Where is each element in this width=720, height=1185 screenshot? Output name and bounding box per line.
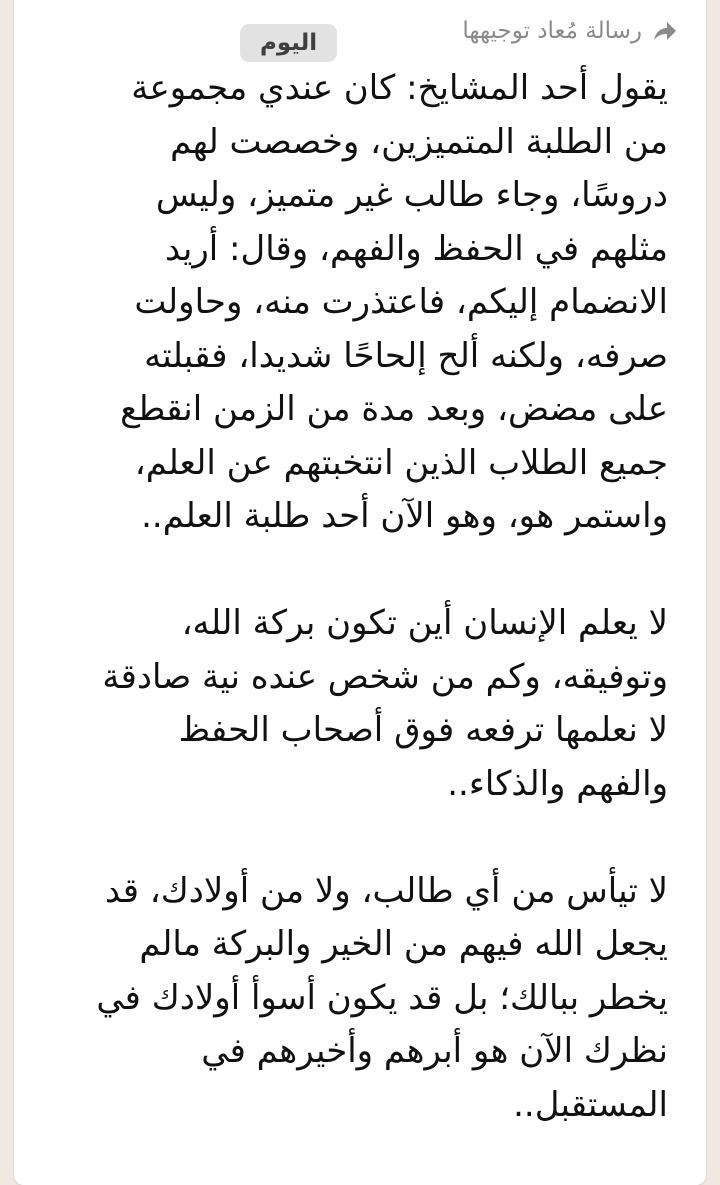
text-line: صرفه، ولكنه ألح إلحاحًا شديدا، فقبلته [144, 335, 668, 376]
text-line: والفهم والذكاء.. [447, 763, 668, 804]
paragraph-2 [28, 597, 668, 811]
forwarded-indicator [462, 18, 678, 44]
text-line: لا تيأس من أي طالب، ولا من أولادك، قد [104, 870, 668, 911]
text-line: جميع الطلاب الذين انتخبتهم عن العلم، [134, 442, 668, 483]
text-line: على مضض، وبعد مدة من الزمن انقطع [120, 389, 668, 429]
paragraph-1 [28, 62, 668, 544]
text-line: لا نعلمها ترفعه فوق أصحاب الحفظ [178, 710, 668, 750]
text-line: المستقبل.. [513, 1084, 668, 1125]
text-line: يقول أحد المشايخ: كان عندي مجموعة [131, 68, 668, 108]
forward-arrow-icon [652, 20, 678, 42]
paragraph-3 [28, 865, 668, 1133]
date-chip: اليوم [240, 24, 337, 62]
message-bubble[interactable] [14, 0, 706, 1185]
text-line: مثلهم في الحفظ والفهم، وقال: أريد [165, 228, 668, 269]
text-line: وتوفيقه، وكم من شخص عنده نية صادقة [102, 656, 668, 697]
message-text [28, 62, 668, 1132]
text-line: دروسًا، وجاء طالب غير متميز، وليس [155, 175, 668, 215]
text-line: واستمر هو، وهو الآن أحد طلبة العلم.. [141, 496, 668, 536]
text-line: يجعل الله فيهم من الخير والبركة مالم [139, 924, 668, 964]
text-line: من الطلبة المتميزين، وخصصت لهم [170, 121, 668, 162]
text-line: الانضمام إليكم، فاعتذرت منه، وحاولت [134, 282, 668, 322]
forwarded-label: رسالة مُعاد توجيهها [462, 18, 642, 44]
text-line: نظرك الآن هو أبرهم وأخيرهم في [201, 1031, 668, 1071]
text-line: يخطر ببالك؛ بل قد يكون أسوأ أولادك في [96, 977, 668, 1018]
text-line: لا يعلم الإنسان أين تكون بركة الله، [181, 603, 668, 643]
